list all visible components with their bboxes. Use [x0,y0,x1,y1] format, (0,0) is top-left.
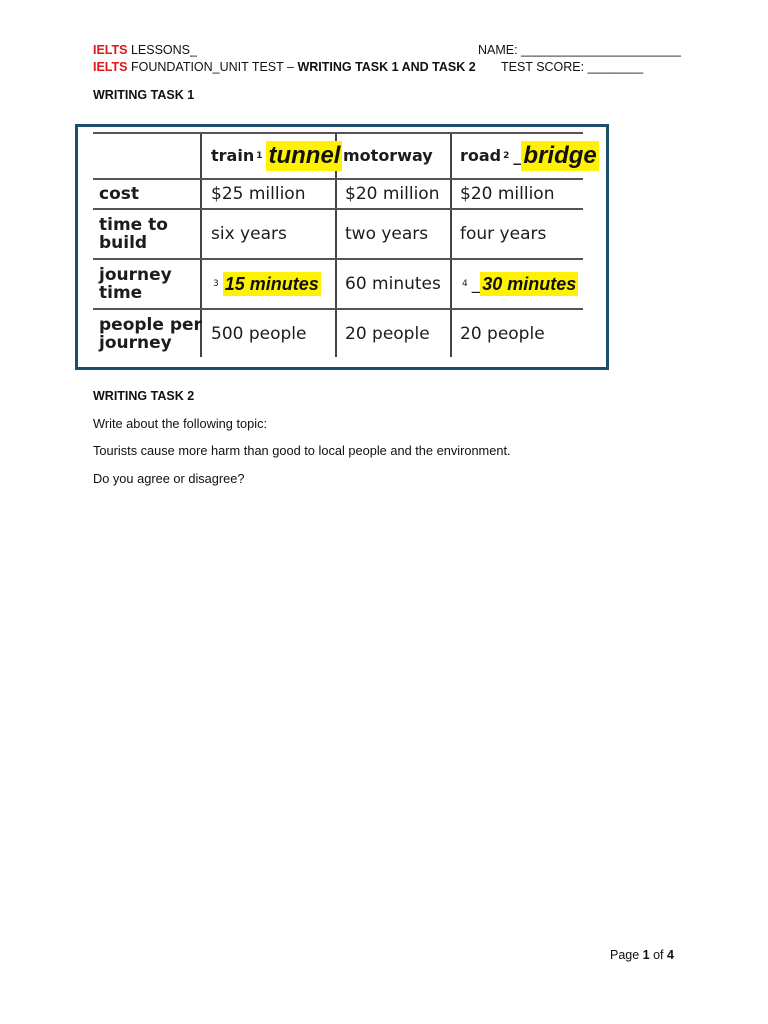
table-divider [93,132,583,134]
table-cell: 500 people [211,323,307,344]
table-cell: $20 million [345,184,440,204]
row-label-time-to-build: time to build [99,215,168,253]
task2-instruction: Write about the following topic: [93,416,268,431]
task2-topic: Tourists cause more harm than good to local people and the environment. [93,443,511,458]
header-line-2 [93,60,476,75]
header-line-1 [93,43,197,58]
name-field: NAME: _______________________ [478,43,681,57]
table-cell: $25 million [211,184,306,204]
writing-task-title: WRITING TASK 1 AND TASK 2 [297,60,476,74]
table-cell: 4 _ 30 minutes [462,274,577,294]
table-cell: 20 people [345,323,430,344]
table-cell: 60 minutes [345,274,441,294]
task2-heading: WRITING TASK 2 [93,389,195,403]
task1-table [93,132,597,357]
answer-tunnel: tunnel [268,142,341,169]
task1-heading: WRITING TASK 1 [93,88,195,102]
row-label-journey-time: journey time [99,265,172,303]
lessons-label: LESSONS_ [127,43,197,57]
row-label-people-per-journey: people per journey [99,314,202,353]
table-divider [450,132,452,357]
col-header-motorway: motorway [343,146,433,165]
table-cell: 3 15 minutes [213,274,319,294]
table-cell: $20 million [460,184,555,204]
task2-question: Do you agree or disagree? [93,471,245,486]
test-score-field: TEST SCORE: ________ [501,60,644,74]
ielts-label: IELTS [93,60,128,74]
table-cell: two years [345,224,429,244]
table-cell: 20 people [460,323,545,344]
page-number: Page 1 of 4 [610,948,674,962]
unit-test-label: FOUNDATION_UNIT TEST – [127,60,298,74]
table-cell: four years [460,224,547,244]
row-label-cost: cost [99,184,140,204]
table-cell: six years [211,224,287,244]
task1-table-frame [75,124,609,370]
answer-30-minutes: 30 minutes [482,274,577,294]
col-header-road: road 2 _ bridge [460,142,597,169]
answer-bridge: bridge [523,142,597,169]
answer-15-minutes: 15 minutes [224,274,319,294]
col-header-train: train 1 tunnel [211,142,341,169]
ielts-label: IELTS [93,43,128,57]
